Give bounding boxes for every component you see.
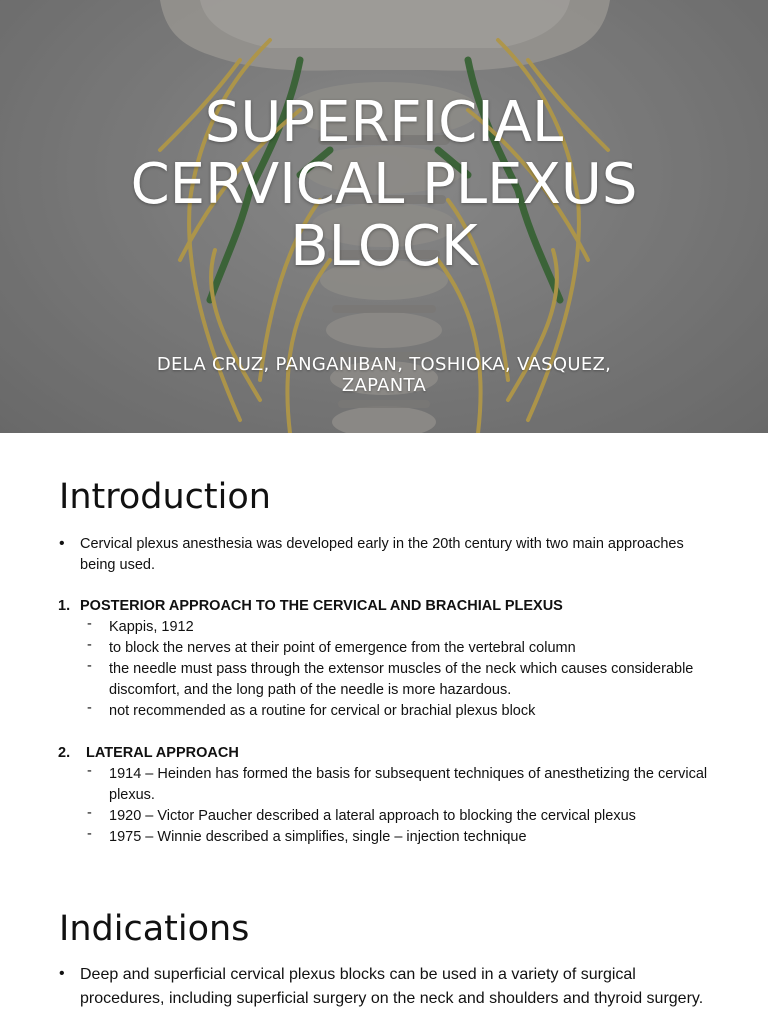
title-slide bbox=[0, 0, 768, 433]
sub-list bbox=[58, 764, 718, 848]
sub-list bbox=[58, 617, 718, 722]
list-item bbox=[58, 659, 718, 701]
item-number: 1. bbox=[58, 598, 71, 614]
indications-bullet bbox=[59, 963, 709, 1011]
dash-icon: - bbox=[87, 616, 92, 632]
list-item-text: to block the nerves at their point of emergence from the vertebral column bbox=[109, 640, 576, 656]
list-item bbox=[58, 638, 718, 659]
item-label: LATERAL APPROACH bbox=[86, 745, 239, 761]
bullet-icon: • bbox=[59, 965, 65, 982]
list-item-text: the needle must pass through the extensor muscles of the neck which causes considerable discomfort, and the long path of the needle is more hazardous. bbox=[109, 661, 694, 698]
introduction-heading: Introduction bbox=[59, 477, 271, 517]
list-item-text: Kappis, 1912 bbox=[109, 619, 194, 635]
list-item bbox=[58, 806, 718, 827]
bullet-text: Cervical plexus anesthesia was developed early in the 20th century with two main approaches being used. bbox=[80, 536, 684, 573]
dash-icon: - bbox=[87, 826, 92, 842]
bullet-text: Deep and superficial cervical plexus blocks can be used in a variety of surgical procedures, including superficial surgery on the neck and shoulders and thyroid surgery. bbox=[80, 966, 704, 1007]
presentation-title bbox=[84, 92, 684, 278]
list-item-text: 1975 – Winnie described a simplifies, single – injection technique bbox=[109, 829, 527, 845]
dash-icon: - bbox=[87, 658, 92, 674]
bullet-icon: • bbox=[59, 535, 65, 552]
list-item bbox=[58, 827, 718, 848]
introduction-bullet bbox=[59, 534, 709, 576]
numbered-item-heading bbox=[58, 596, 718, 617]
list-item bbox=[58, 764, 718, 806]
dash-icon: - bbox=[87, 805, 92, 821]
indications-heading: Indications bbox=[59, 909, 250, 949]
numbered-item-heading bbox=[58, 743, 718, 764]
numbered-item-posterior-approach bbox=[58, 596, 718, 722]
numbered-item-lateral-approach bbox=[58, 743, 718, 848]
item-number: 2. bbox=[58, 745, 71, 761]
title-line: SUPERFICIAL bbox=[204, 90, 564, 155]
title-line: BLOCK bbox=[290, 214, 478, 279]
list-item bbox=[58, 617, 718, 638]
dash-icon: - bbox=[87, 700, 92, 716]
item-label: POSTERIOR APPROACH TO THE CERVICAL AND BRACHIAL PLEXUS bbox=[80, 598, 563, 614]
list-item bbox=[58, 701, 718, 722]
dash-icon: - bbox=[87, 763, 92, 779]
dash-icon: - bbox=[87, 637, 92, 653]
list-item-text: 1914 – Heinden has formed the basis for subsequent techniques of anesthetizing the cervical plexus. bbox=[109, 766, 708, 803]
authors: DELA CRUZ, PANGANIBAN, TOSHIOKA, VASQUEZ, ZAPANTA bbox=[156, 354, 612, 396]
list-item-text: 1920 – Victor Paucher described a lateral approach to blocking the cervical plexus bbox=[109, 808, 636, 824]
list-item-text: not recommended as a routine for cervical or brachial plexus block bbox=[109, 703, 536, 719]
title-line: CERVICAL PLEXUS bbox=[130, 152, 638, 217]
